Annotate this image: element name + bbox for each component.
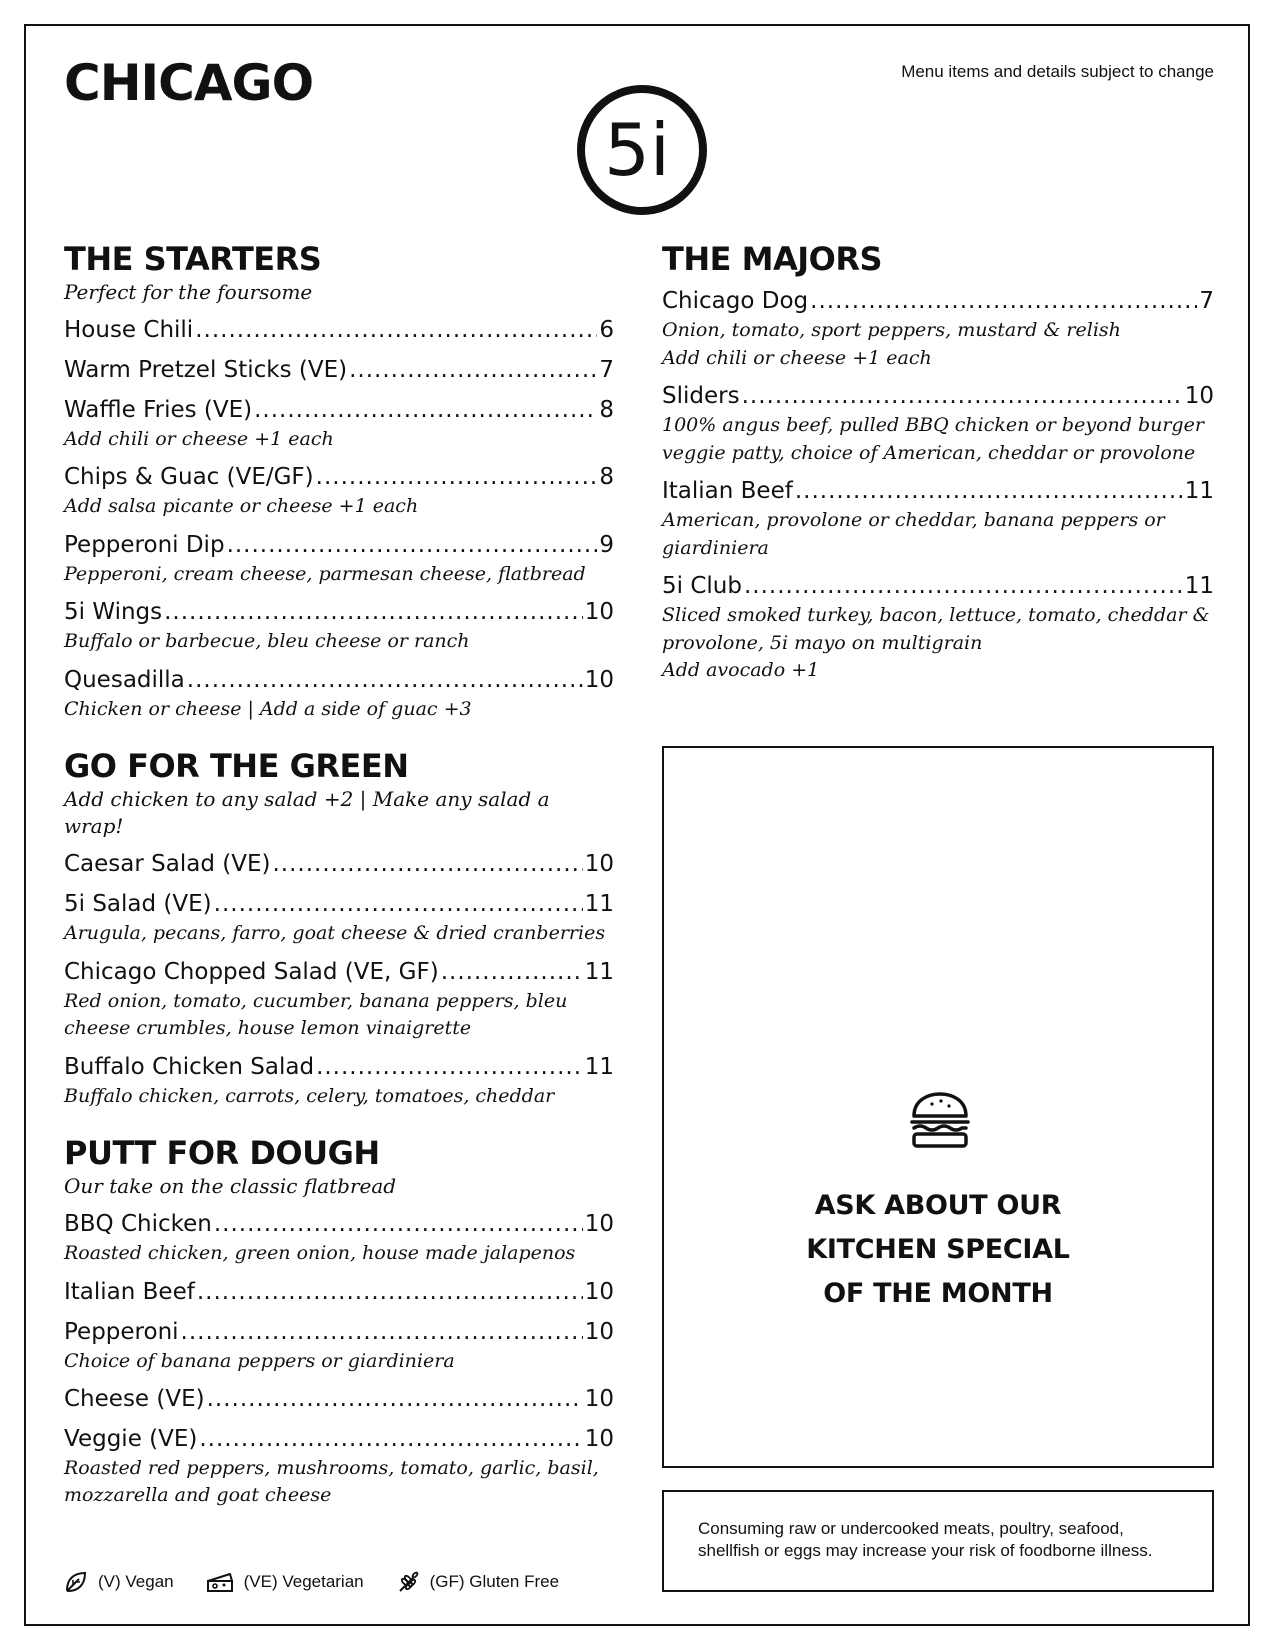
special-line: ASK ABOUT OUR — [814, 1190, 1062, 1221]
dot-leader — [316, 1053, 583, 1083]
menu-item — [64, 1053, 614, 1110]
menu-item — [64, 1210, 614, 1267]
menu-item-line — [64, 1318, 614, 1348]
dot-leader — [164, 598, 583, 628]
menu-item-description: Arugula, pecans, farro, goat cheese & dried cranberries — [64, 922, 606, 945]
diet-legend — [64, 1570, 591, 1594]
section-subtitle: Add chicken to any salad +2 | Make any salad a wrap! — [64, 787, 550, 839]
dot-leader — [742, 382, 1183, 412]
menu-item — [662, 287, 1214, 372]
menu-item-description: Onion, tomato, sport peppers, mustard & relish — [662, 319, 1121, 342]
menu-item-line — [64, 463, 614, 493]
menu-item-name: Buffalo Chicken Salad — [64, 1053, 315, 1080]
menu-item-name: BBQ Chicken — [64, 1211, 212, 1238]
legend-vegan — [64, 1570, 174, 1594]
menu-item — [64, 890, 614, 947]
menu-item-name: House Chili — [64, 317, 194, 344]
menu-item-name: 5i Salad (VE) — [64, 891, 212, 918]
menu-item-name: Chips & Guac (VE/GF) — [64, 464, 314, 491]
dot-leader — [214, 1210, 583, 1240]
menu-item-line — [64, 1210, 614, 1240]
left-column — [64, 242, 614, 1510]
menu-item-description: American, provolone or cheddar, banana peppers or giardiniera — [662, 509, 1165, 559]
section-green — [64, 749, 614, 1110]
menu-item-price: 7 — [599, 357, 614, 384]
menu-item-description: 100% angus beef, pulled BBQ chicken or beyond burger veggie patty, choice of American, cheddar or provolone — [662, 414, 1204, 464]
menu-item-description: Add salsa picante or cheese +1 each — [64, 495, 419, 518]
section-majors — [662, 242, 1214, 685]
menu-item-addon: Add chili or cheese +1 each — [662, 346, 932, 369]
menu-item-line — [64, 396, 614, 426]
menu-item — [662, 382, 1214, 467]
menu-item-name: Chicago Dog — [662, 288, 809, 315]
menu-item-line — [64, 1053, 614, 1083]
menu-item-price: 6 — [599, 317, 614, 344]
dot-leader — [810, 287, 1197, 317]
menu-item — [64, 1318, 614, 1375]
dot-leader — [207, 1385, 583, 1415]
item-list — [64, 850, 614, 1110]
menu-item-line — [662, 382, 1214, 412]
menu-item-price: 7 — [1199, 288, 1214, 315]
section-subtitle: Our take on the classic flatbread — [64, 1174, 397, 1199]
foodborne-warning — [662, 1490, 1214, 1592]
menu-item-price: 11 — [1184, 573, 1214, 600]
legend-vegan-label: (V) Vegan — [98, 1572, 174, 1591]
menu-item-line — [64, 850, 614, 880]
city-title: CHICAGO — [64, 54, 314, 112]
menu-item-name: Pepperoni — [64, 1318, 179, 1345]
menu-item-addon: Add avocado +1 — [662, 659, 820, 682]
special-text — [664, 1184, 1212, 1316]
legend-vegetarian — [206, 1570, 364, 1594]
menu-item-line — [64, 1385, 614, 1415]
dot-leader — [254, 396, 597, 426]
menu-item — [64, 531, 614, 588]
menu-item-name: Waffle Fries (VE) — [64, 396, 253, 423]
menu-item — [64, 356, 614, 386]
menu-item-line — [64, 1278, 614, 1308]
menu-item-price: 10 — [584, 1211, 614, 1238]
menu-item-name: Pepperoni Dip — [64, 531, 225, 558]
dot-leader — [181, 1318, 583, 1348]
menu-item-description: Choice of banana peppers or giardiniera — [64, 1349, 455, 1372]
menu-item-line — [662, 287, 1214, 317]
right-column — [662, 242, 1214, 685]
section-starters — [64, 242, 614, 723]
dot-leader — [195, 316, 597, 346]
menu-item — [662, 572, 1214, 685]
menu-item-description: Roasted red peppers, mushrooms, tomato, garlic, basil, mozzarella and goat cheese — [64, 1456, 599, 1507]
menu-item — [64, 598, 614, 655]
leaf-icon — [64, 1570, 88, 1594]
menu-item-name: Sliders — [662, 383, 740, 410]
menu-item — [64, 1385, 614, 1415]
menu-item-description: Buffalo chicken, carrots, celery, tomatoes, cheddar — [64, 1084, 555, 1107]
menu-item-price: 8 — [599, 396, 614, 423]
legend-gluten-free — [396, 1570, 559, 1594]
section-title: GO FOR THE GREEN — [64, 747, 409, 786]
menu-item-line — [662, 572, 1214, 602]
item-list — [64, 1210, 614, 1510]
menu-item-description: Roasted chicken, green onion, house made jalapenos — [64, 1242, 576, 1265]
menu-item-price: 10 — [584, 1278, 614, 1305]
warning-line: shellfish or eggs may increase your risk of foodborne illness. — [698, 1541, 1153, 1560]
dot-leader — [272, 850, 582, 880]
menu-item — [662, 477, 1214, 562]
disclaimer-note: Menu items and details subject to change — [901, 62, 1214, 81]
menu-item-price: 10 — [584, 851, 614, 878]
dot-leader — [316, 463, 598, 493]
menu-item-name: Italian Beef — [64, 1278, 195, 1305]
menu-item-line — [64, 316, 614, 346]
menu-item-description: Chicken or cheese | Add a side of guac +3 — [64, 697, 472, 720]
dot-leader — [744, 572, 1183, 602]
legend-vegetarian-label: (VE) Vegetarian — [243, 1572, 364, 1591]
menu-item-line — [64, 356, 614, 386]
dot-leader — [199, 1425, 582, 1455]
logo-text: 5i — [604, 108, 670, 192]
menu-item-name: Chicago Chopped Salad (VE, GF) — [64, 958, 439, 985]
menu-item-line — [64, 531, 614, 561]
special-line: OF THE MONTH — [823, 1278, 1053, 1309]
warning-line: Consuming raw or undercooked meats, poultry, seafood, — [698, 1519, 1124, 1538]
cheese-icon — [206, 1570, 234, 1594]
dot-leader — [441, 958, 583, 988]
menu-item-line — [662, 477, 1214, 507]
menu-item-line — [64, 598, 614, 628]
section-dough — [64, 1136, 614, 1510]
menu-item-line — [64, 958, 614, 988]
menu-item-name: Warm Pretzel Sticks (VE) — [64, 357, 348, 384]
menu-item-description: Red onion, tomato, cucumber, banana peppers, bleu cheese crumbles, house lemon vinaigrette — [64, 989, 568, 1040]
wheat-icon — [396, 1570, 420, 1594]
menu-item-price: 10 — [584, 1425, 614, 1452]
special-line: KITCHEN SPECIAL — [806, 1234, 1070, 1265]
legend-gluten-free-label: (GF) Gluten Free — [429, 1572, 560, 1591]
burger-icon — [908, 1088, 972, 1152]
section-title: THE STARTERS — [64, 240, 322, 278]
menu-item-description: Buffalo or barbecue, bleu cheese or ranch — [64, 630, 470, 653]
menu-item — [64, 1425, 614, 1510]
menu-item-price: 9 — [599, 531, 614, 558]
menu-item-name: 5i Wings — [64, 599, 163, 626]
menu-item-line — [64, 666, 614, 696]
menu-item — [64, 850, 614, 880]
menu-item-description: Add chili or cheese +1 each — [64, 427, 334, 450]
menu-item-price: 10 — [1184, 383, 1214, 410]
menu-item-price: 10 — [584, 666, 614, 693]
dot-leader — [197, 1278, 583, 1308]
menu-item-price: 11 — [584, 958, 614, 985]
logo-5i — [575, 83, 709, 217]
item-list — [64, 316, 614, 723]
dot-leader — [795, 477, 1183, 507]
menu-item-description: Sliced smoked turkey, bacon, lettuce, tomato, cheddar & provolone, 5i mayo on multigrain — [662, 604, 1210, 654]
menu-item-name: Veggie (VE) — [64, 1425, 198, 1452]
menu-item-name: Quesadilla — [64, 666, 185, 693]
section-subtitle: Perfect for the foursome — [64, 280, 313, 305]
menu-item-name: Italian Beef — [662, 478, 793, 505]
dot-leader — [227, 531, 598, 561]
menu-item-description: Pepperoni, cream cheese, parmesan cheese, flatbread — [64, 562, 586, 585]
dot-leader — [214, 890, 583, 920]
menu-item-price: 10 — [584, 1386, 614, 1413]
menu-item-name: Caesar Salad (VE) — [64, 851, 271, 878]
menu-item-price: 10 — [584, 599, 614, 626]
section-title: PUTT FOR DOUGH — [64, 1134, 380, 1173]
menu-item-price: 11 — [1184, 478, 1214, 505]
menu-item-line — [64, 1425, 614, 1455]
menu-item-price: 10 — [584, 1318, 614, 1345]
menu-item — [64, 463, 614, 520]
menu-item — [64, 396, 614, 453]
menu-item-name: 5i Club — [662, 573, 742, 600]
menu-item-price: 11 — [584, 891, 614, 918]
menu-item-line — [64, 890, 614, 920]
dot-leader — [187, 666, 583, 696]
kitchen-special-box — [662, 746, 1214, 1468]
menu-item-price: 8 — [599, 464, 614, 491]
menu-item — [64, 1278, 614, 1308]
dot-leader — [349, 356, 597, 386]
item-list — [662, 287, 1214, 684]
menu-item-price: 11 — [584, 1053, 614, 1080]
section-title: THE MAJORS — [662, 240, 883, 278]
menu-item — [64, 316, 614, 346]
menu-item — [64, 666, 614, 723]
menu-item-name: Cheese (VE) — [64, 1386, 205, 1413]
menu-item — [64, 958, 614, 1043]
